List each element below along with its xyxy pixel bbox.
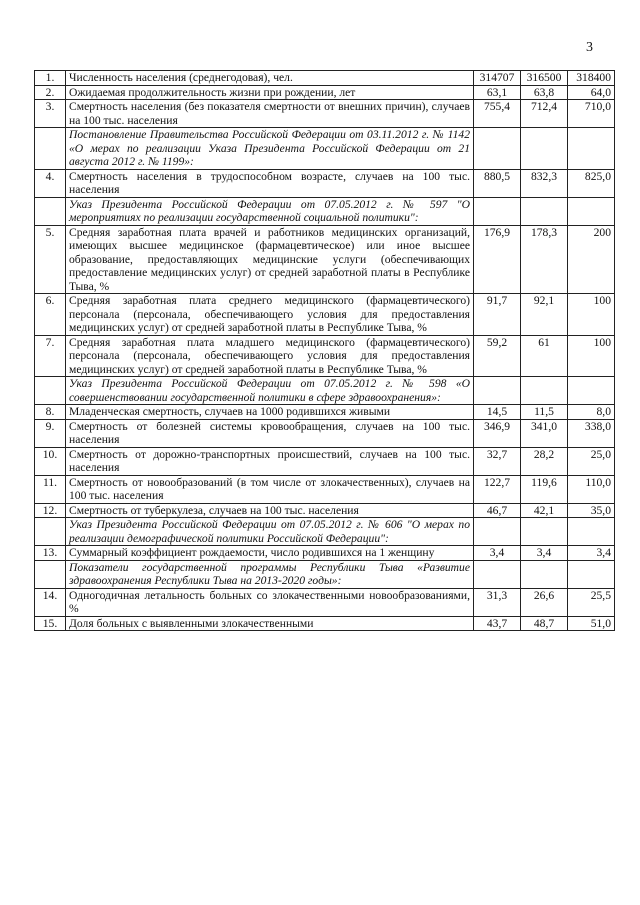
- value-col-3: 35,0: [568, 503, 615, 518]
- value-col-3: 318400: [568, 71, 615, 86]
- section-header-row: [35, 560, 615, 588]
- indicator-name: Смертность от новообразований (в том числе от злокачественных), случаев на 100 тыс. населения: [66, 475, 474, 503]
- value-col-1: 59,2: [474, 335, 521, 377]
- table-row: [35, 71, 615, 86]
- indicator-name: Суммарный коэффициент рождаемости, число родившихся на 1 женщину: [66, 546, 474, 561]
- section-header-text: Указ Президента Российской Федерации от 07.05.2012 г. № 606 "О мерах по реализации демографической политики Российской Федерации":: [66, 518, 474, 546]
- value-col-2: 48,7: [521, 616, 568, 631]
- table-row: [35, 85, 615, 100]
- value-col-3: 64,0: [568, 85, 615, 100]
- row-number: 15.: [35, 616, 66, 631]
- value-col-1: 43,7: [474, 616, 521, 631]
- page-number: 3: [586, 40, 593, 55]
- value-col-1: [474, 377, 521, 405]
- row-number: 1.: [35, 71, 66, 86]
- indicator-name: Численность населения (среднегодовая), чел.: [66, 71, 474, 86]
- indicator-name: Ожидаемая продолжительность жизни при рождении, лет: [66, 85, 474, 100]
- value-col-2: [521, 197, 568, 225]
- row-number: 5.: [35, 225, 66, 294]
- value-col-3: 338,0: [568, 419, 615, 447]
- row-number: 9.: [35, 419, 66, 447]
- table-row: [35, 225, 615, 294]
- row-number: 10.: [35, 447, 66, 475]
- value-col-2: 178,3: [521, 225, 568, 294]
- value-col-3: 200: [568, 225, 615, 294]
- value-col-1: [474, 560, 521, 588]
- value-col-2: [521, 560, 568, 588]
- table-row: [35, 447, 615, 475]
- value-col-2: [521, 518, 568, 546]
- value-col-1: [474, 518, 521, 546]
- value-col-1: 32,7: [474, 447, 521, 475]
- value-col-2: 28,2: [521, 447, 568, 475]
- row-number: 8.: [35, 405, 66, 420]
- value-col-2: 341,0: [521, 419, 568, 447]
- row-number: 11.: [35, 475, 66, 503]
- value-col-3: 8,0: [568, 405, 615, 420]
- value-col-3: [568, 128, 615, 170]
- indicator-name: Младенческая смертность, случаев на 1000 родившихся живыми: [66, 405, 474, 420]
- table-row: [35, 335, 615, 377]
- value-col-3: 25,5: [568, 588, 615, 616]
- section-header-text: Указ Президента Российской Федерации от 07.05.2012 г. № 597 "О мероприятиях по реализации государственной социальной политики":: [66, 197, 474, 225]
- value-col-1: 122,7: [474, 475, 521, 503]
- table-row: [35, 475, 615, 503]
- row-number: [35, 197, 66, 225]
- value-col-3: 100: [568, 294, 615, 336]
- section-header-text: Постановление Правительства Российской Федерации от 03.11.2012 г. № 1142 «О мерах по реализации Указа Президента Российской Федерации от 21 августа 2012 г. № 1199»:: [66, 128, 474, 170]
- value-col-2: 119,6: [521, 475, 568, 503]
- value-col-3: 51,0: [568, 616, 615, 631]
- value-col-2: 92,1: [521, 294, 568, 336]
- value-col-3: 100: [568, 335, 615, 377]
- row-number: 7.: [35, 335, 66, 377]
- row-number: 2.: [35, 85, 66, 100]
- indicator-name: Смертность от болезней системы кровообращения, случаев на 100 тыс. населения: [66, 419, 474, 447]
- value-col-3: 3,4: [568, 546, 615, 561]
- table-row: [35, 546, 615, 561]
- section-header-row: [35, 518, 615, 546]
- section-header-row: [35, 197, 615, 225]
- row-number: [35, 518, 66, 546]
- value-col-3: 110,0: [568, 475, 615, 503]
- table-row: [35, 503, 615, 518]
- value-col-3: [568, 560, 615, 588]
- value-col-1: 176,9: [474, 225, 521, 294]
- value-col-1: 755,4: [474, 100, 521, 128]
- value-col-3: [568, 377, 615, 405]
- table-row: [35, 405, 615, 420]
- indicators-table-body: [35, 71, 615, 631]
- value-col-1: 314707: [474, 71, 521, 86]
- value-col-2: 3,4: [521, 546, 568, 561]
- indicator-name: Смертность от туберкулеза, случаев на 100 тыс. населения: [66, 503, 474, 518]
- indicator-name: Средняя заработная плата врачей и работников медицинских организаций, имеющих высшее медицинское (фармацевтическое) или иное высшее образование, предоставляющих медицинские услуги (обеспечивающих предоставление медицинских услуг) от средней заработной платы в Республике Тыва, %: [66, 225, 474, 294]
- value-col-3: [568, 518, 615, 546]
- indicator-name: Смертность от дорожно-транспортных происшествий, случаев на 100 тыс. населения: [66, 447, 474, 475]
- value-col-1: 3,4: [474, 546, 521, 561]
- indicators-table: [34, 70, 615, 631]
- indicator-name: Одногодичная летальность больных со злокачественными новообразованиями, %: [66, 588, 474, 616]
- value-col-3: 825,0: [568, 169, 615, 197]
- table-row: [35, 100, 615, 128]
- value-col-2: 63,8: [521, 85, 568, 100]
- value-col-1: [474, 128, 521, 170]
- value-col-1: 880,5: [474, 169, 521, 197]
- table-row: [35, 294, 615, 336]
- section-header-row: [35, 377, 615, 405]
- value-col-2: 61: [521, 335, 568, 377]
- section-header-text: Указ Президента Российской Федерации от 07.05.2012 г. № 598 «О совершенствовании государственной политики в сфере здравоохранения»:: [66, 377, 474, 405]
- row-number: 4.: [35, 169, 66, 197]
- row-number: [35, 377, 66, 405]
- table-row: [35, 169, 615, 197]
- table-row: [35, 588, 615, 616]
- table-row: [35, 616, 615, 631]
- value-col-1: 46,7: [474, 503, 521, 518]
- row-number: 12.: [35, 503, 66, 518]
- value-col-2: 11,5: [521, 405, 568, 420]
- value-col-2: 26,6: [521, 588, 568, 616]
- value-col-3: 25,0: [568, 447, 615, 475]
- value-col-3: 710,0: [568, 100, 615, 128]
- indicator-name: Средняя заработная плата младшего медицинского (фармацевтического) персонала (персонала, обеспечивающего условия для предоставления медицинских услуг) от средней заработной платы в Республике Тыва, %: [66, 335, 474, 377]
- section-header-row: [35, 128, 615, 170]
- section-header-text: Показатели государственной программы Республики Тыва «Развитие здравоохранения Республики Тыва на 2013-2020 годы»:: [66, 560, 474, 588]
- value-col-3: [568, 197, 615, 225]
- indicator-name: Смертность населения (без показателя смертности от внешних причин), случаев на 100 тыс. населения: [66, 100, 474, 128]
- value-col-1: 14,5: [474, 405, 521, 420]
- value-col-2: [521, 128, 568, 170]
- indicator-name: Смертность населения в трудоспособном возрасте, случаев на 100 тыс. населения: [66, 169, 474, 197]
- value-col-2: 316500: [521, 71, 568, 86]
- row-number: 13.: [35, 546, 66, 561]
- indicator-name: Доля больных с выявленными злокачественными: [66, 616, 474, 631]
- value-col-1: 63,1: [474, 85, 521, 100]
- row-number: 14.: [35, 588, 66, 616]
- row-number: 6.: [35, 294, 66, 336]
- value-col-2: 832,3: [521, 169, 568, 197]
- value-col-1: [474, 197, 521, 225]
- value-col-2: [521, 377, 568, 405]
- value-col-2: 712,4: [521, 100, 568, 128]
- table-row: [35, 419, 615, 447]
- row-number: 3.: [35, 100, 66, 128]
- value-col-1: 31,3: [474, 588, 521, 616]
- value-col-1: 346,9: [474, 419, 521, 447]
- value-col-1: 91,7: [474, 294, 521, 336]
- indicator-name: Средняя заработная плата среднего медицинского (фармацевтического) персонала (персонала, обеспечивающего условия для предоставления медицинских услуг) от средней заработной платы в Республике Тыва, %: [66, 294, 474, 336]
- row-number: [35, 560, 66, 588]
- value-col-2: 42,1: [521, 503, 568, 518]
- row-number: [35, 128, 66, 170]
